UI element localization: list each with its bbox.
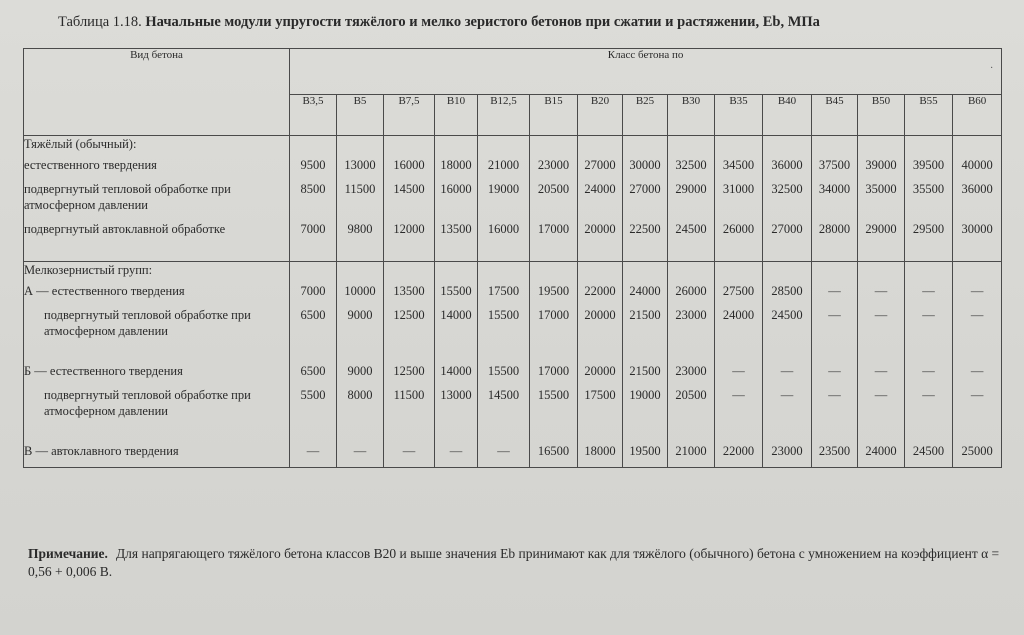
table-value: 34000 bbox=[818, 182, 851, 196]
table-value: 24500 bbox=[912, 444, 945, 458]
group-spacer bbox=[530, 136, 577, 157]
table-value: 13000 bbox=[440, 388, 472, 402]
table-value: 24000 bbox=[629, 284, 661, 298]
elastic-modulus-table bbox=[23, 48, 1002, 468]
table-value: 24000 bbox=[584, 182, 616, 196]
table-value: 35500 bbox=[912, 182, 945, 196]
table-value: 20500 bbox=[675, 388, 707, 402]
class-header-cell: B5 bbox=[337, 94, 384, 135]
group-spacer bbox=[905, 262, 952, 283]
table-value: 21500 bbox=[629, 308, 661, 322]
group-spacer bbox=[905, 136, 952, 157]
table-value: 28500 bbox=[771, 284, 803, 298]
value-column-cell bbox=[668, 136, 715, 262]
table-value: 18000 bbox=[584, 444, 616, 458]
group-spacer bbox=[763, 136, 811, 157]
value-column-cell bbox=[478, 136, 530, 262]
value-column-cell bbox=[337, 262, 384, 468]
row-label: подвергнутый тепловой обработке при атмосферном давлении bbox=[44, 308, 251, 338]
table-value: 26000 bbox=[722, 222, 755, 236]
caption-label: Таблица 1.18. bbox=[58, 14, 142, 30]
table-value: 22000 bbox=[584, 284, 616, 298]
class-header-cell: B45 bbox=[812, 94, 858, 135]
table-note bbox=[28, 545, 1008, 581]
table-value: 5500 bbox=[300, 388, 326, 402]
table-value: 11500 bbox=[393, 388, 425, 402]
table-value: 17000 bbox=[537, 364, 570, 378]
value-column-cell bbox=[290, 136, 337, 262]
value-column-cell bbox=[858, 262, 905, 468]
group-spacer bbox=[715, 136, 762, 157]
value-column-cell bbox=[668, 262, 715, 468]
group-spacer bbox=[953, 262, 1001, 283]
value-column-cell bbox=[435, 136, 478, 262]
table-value: 8500 bbox=[300, 182, 326, 196]
table-value: 21000 bbox=[675, 444, 707, 458]
group-spacer bbox=[337, 262, 383, 283]
table-value: — bbox=[970, 388, 984, 402]
table-value: 12500 bbox=[393, 308, 425, 322]
group-spacer bbox=[384, 262, 434, 283]
table-value: 23000 bbox=[675, 364, 707, 378]
table-value: — bbox=[922, 284, 935, 298]
table-value: 23000 bbox=[675, 308, 707, 322]
table-value: 24500 bbox=[675, 222, 707, 236]
group-spacer bbox=[623, 136, 667, 157]
table-value: 7000 bbox=[300, 284, 326, 298]
table-value: 20000 bbox=[584, 308, 616, 322]
group-spacer bbox=[578, 136, 622, 157]
class-header-cell: B15 bbox=[530, 94, 578, 135]
table-value: — bbox=[353, 444, 367, 458]
table-value: 14500 bbox=[393, 182, 425, 196]
table-value: 30000 bbox=[961, 222, 993, 236]
row-label: подвергнутый автоклавной обработке bbox=[24, 222, 226, 236]
value-column-cell bbox=[905, 136, 953, 262]
caption-text: Начальные модули упругости тяжёлого и мелко зеристого бетонов при сжатии и растяжении, Eb, МПа bbox=[145, 14, 820, 30]
group-spacer bbox=[812, 136, 857, 157]
table-value: 12000 bbox=[393, 222, 425, 236]
table-value: 27500 bbox=[722, 284, 755, 298]
table-value: 17500 bbox=[584, 388, 616, 402]
table-value: 15500 bbox=[537, 388, 570, 402]
table-caption bbox=[58, 14, 998, 31]
class-header-cell: B50 bbox=[858, 94, 905, 135]
table-value: 22500 bbox=[629, 222, 661, 236]
table-value: 29000 bbox=[865, 222, 897, 236]
table-value: 12500 bbox=[393, 364, 425, 378]
table-value: — bbox=[874, 364, 888, 378]
table-value: — bbox=[780, 388, 794, 402]
table-value: 15500 bbox=[487, 308, 520, 322]
table-value: 35000 bbox=[865, 182, 897, 196]
group-spacer bbox=[530, 262, 577, 283]
table-value: 39500 bbox=[912, 158, 945, 172]
table-value: 21500 bbox=[629, 364, 661, 378]
value-column-cell bbox=[530, 136, 578, 262]
table-value: 29000 bbox=[675, 182, 707, 196]
value-column-cell bbox=[578, 262, 623, 468]
group-spacer bbox=[290, 136, 336, 157]
table-value: 17000 bbox=[537, 308, 570, 322]
table-value: 20000 bbox=[584, 364, 616, 378]
table-value: — bbox=[828, 388, 841, 402]
value-column-cell bbox=[530, 262, 578, 468]
value-column-cell bbox=[623, 262, 668, 468]
group-spacer bbox=[668, 262, 714, 283]
table-value: 36000 bbox=[961, 182, 993, 196]
table-value: 13000 bbox=[344, 158, 376, 172]
value-column-cell bbox=[384, 136, 435, 262]
table-value: 15500 bbox=[487, 364, 520, 378]
row-label: подвергнутый тепловой обработке при атмосферном давлении bbox=[44, 388, 251, 418]
table-value: 28000 bbox=[818, 222, 851, 236]
class-header-cell: B20 bbox=[578, 94, 623, 135]
table-value: 13500 bbox=[440, 222, 472, 236]
class-header-cell: B30 bbox=[668, 94, 715, 135]
value-column-cell bbox=[763, 136, 812, 262]
table-value: 13500 bbox=[393, 284, 425, 298]
value-column-cell bbox=[478, 262, 530, 468]
value-column-cell bbox=[953, 262, 1002, 468]
group-spacer bbox=[478, 136, 529, 157]
table-value: 23500 bbox=[818, 444, 851, 458]
table-value: — bbox=[306, 444, 320, 458]
table-value: — bbox=[732, 388, 745, 402]
table-value: 19000 bbox=[487, 182, 520, 196]
group-fine-grained-concrete bbox=[24, 262, 1002, 468]
value-column-cell bbox=[337, 136, 384, 262]
table-value: 19500 bbox=[629, 444, 661, 458]
group-spacer bbox=[623, 262, 667, 283]
table-value: — bbox=[874, 308, 888, 322]
row-label: А — естественного твердения bbox=[24, 284, 185, 298]
table-value: 37500 bbox=[818, 158, 851, 172]
group-spacer bbox=[435, 136, 477, 157]
table-value: 11500 bbox=[344, 182, 376, 196]
table-value: 24000 bbox=[865, 444, 897, 458]
value-column-cell bbox=[763, 262, 812, 468]
table-value: 29500 bbox=[912, 222, 945, 236]
table-value: — bbox=[828, 364, 841, 378]
class-header-cell: B40 bbox=[763, 94, 812, 135]
group-spacer bbox=[715, 262, 762, 283]
table-value: 27000 bbox=[629, 182, 661, 196]
table-value: 23000 bbox=[537, 158, 570, 172]
table-value: — bbox=[970, 364, 984, 378]
group-spacer bbox=[478, 262, 529, 283]
value-column-cell bbox=[953, 136, 1002, 262]
row-label: Б — естественного твердения bbox=[24, 364, 183, 378]
value-column-cell bbox=[715, 262, 763, 468]
table-value: 22000 bbox=[722, 444, 755, 458]
group-heading: Тяжёлый (обычный): bbox=[24, 137, 137, 151]
value-column-cell bbox=[578, 136, 623, 262]
table-value: 14500 bbox=[487, 388, 520, 402]
group-spacer bbox=[953, 136, 1001, 157]
table-value: 32500 bbox=[675, 158, 707, 172]
table-value: — bbox=[449, 444, 463, 458]
value-column-cell bbox=[384, 262, 435, 468]
value-column-cell bbox=[858, 136, 905, 262]
table-value: 24000 bbox=[722, 308, 755, 322]
margin-mark: · bbox=[990, 63, 994, 74]
group-spacer bbox=[763, 262, 811, 283]
table-value: 9500 bbox=[300, 158, 326, 172]
table-value: 10000 bbox=[344, 284, 376, 298]
table-value: 14000 bbox=[440, 308, 472, 322]
table-value: — bbox=[497, 444, 510, 458]
table-value: 9000 bbox=[347, 364, 373, 378]
table-value: 9000 bbox=[347, 308, 373, 322]
table-value: 16000 bbox=[487, 222, 520, 236]
table-value: 26000 bbox=[675, 284, 707, 298]
table-value: 19000 bbox=[629, 388, 661, 402]
group-spacer bbox=[858, 262, 904, 283]
value-column-cell bbox=[812, 262, 858, 468]
table-value: 36000 bbox=[771, 158, 803, 172]
row-label: В — автоклавного твердения bbox=[24, 444, 179, 458]
class-header-cell: B12,5 bbox=[478, 94, 530, 135]
class-header-cell: B60 bbox=[953, 94, 1002, 135]
table-value: 14000 bbox=[440, 364, 472, 378]
class-header-cell: B10 bbox=[435, 94, 478, 135]
table-value: 6500 bbox=[300, 364, 326, 378]
table-value: 16000 bbox=[393, 158, 425, 172]
class-header-cell: B55 bbox=[905, 94, 953, 135]
group-spacer bbox=[858, 136, 904, 157]
table-value: 34500 bbox=[722, 158, 755, 172]
table-value: 23000 bbox=[771, 444, 803, 458]
table-value: 6500 bbox=[300, 308, 326, 322]
table-value: 19500 bbox=[537, 284, 570, 298]
table-value: — bbox=[922, 308, 935, 322]
group-spacer bbox=[290, 262, 336, 283]
group-spacer bbox=[337, 136, 383, 157]
value-column-cell bbox=[623, 136, 668, 262]
group-heavy-concrete bbox=[24, 136, 1002, 262]
table-value: 17500 bbox=[487, 284, 520, 298]
group-header-concrete-class: Класс бетона по bbox=[290, 49, 1002, 95]
group-spacer bbox=[435, 262, 477, 283]
value-column-cell bbox=[905, 262, 953, 468]
value-column-cell bbox=[715, 136, 763, 262]
table-value: 16500 bbox=[537, 444, 570, 458]
table-value: 18000 bbox=[440, 158, 472, 172]
value-column-cell bbox=[435, 262, 478, 468]
row-labels-cell bbox=[24, 262, 290, 468]
table-value: 25000 bbox=[961, 444, 993, 458]
row-header-concrete-type: Вид бетона bbox=[24, 49, 290, 136]
value-column-cell bbox=[290, 262, 337, 468]
table-value: — bbox=[970, 308, 984, 322]
table-value: — bbox=[828, 284, 841, 298]
table-value: 16000 bbox=[440, 182, 472, 196]
table-value: — bbox=[922, 388, 935, 402]
table-value: — bbox=[874, 284, 888, 298]
row-labels-cell bbox=[24, 136, 290, 262]
table-value: 21000 bbox=[487, 158, 520, 172]
table-value: 24500 bbox=[771, 308, 803, 322]
row-label: подвергнутый тепловой обработке при атмосферном давлении bbox=[24, 182, 231, 212]
class-header-cell: B35 bbox=[715, 94, 763, 135]
table-value: — bbox=[828, 308, 841, 322]
class-header-cell: B25 bbox=[623, 94, 668, 135]
group-spacer bbox=[384, 136, 434, 157]
table-value: — bbox=[780, 364, 794, 378]
class-header-cell: B3,5 bbox=[290, 94, 337, 135]
table-value: 9800 bbox=[347, 222, 373, 236]
table-value: — bbox=[874, 388, 888, 402]
value-column-cell bbox=[812, 136, 858, 262]
group-spacer bbox=[812, 262, 857, 283]
row-label: естественного твердения bbox=[24, 158, 157, 172]
class-header-cell: B7,5 bbox=[384, 94, 435, 135]
table-value: 40000 bbox=[961, 158, 993, 172]
group-spacer bbox=[578, 262, 622, 283]
group-spacer bbox=[668, 136, 714, 157]
table-value: 7000 bbox=[300, 222, 326, 236]
table-value: 20000 bbox=[584, 222, 616, 236]
table-value: 17000 bbox=[537, 222, 570, 236]
table-value: 39000 bbox=[865, 158, 897, 172]
table-value: — bbox=[922, 364, 935, 378]
table-value: 31000 bbox=[722, 182, 755, 196]
table-value: 30000 bbox=[629, 158, 661, 172]
table-value: — bbox=[970, 284, 984, 298]
table-value: 27000 bbox=[771, 222, 803, 236]
table-value: 32500 bbox=[771, 182, 803, 196]
table-value: 15500 bbox=[440, 284, 472, 298]
table-value: — bbox=[402, 444, 416, 458]
note-label: Примечание. bbox=[28, 546, 108, 561]
table-value: 8000 bbox=[347, 388, 373, 402]
table-value: 20500 bbox=[537, 182, 570, 196]
table-value: 27000 bbox=[584, 158, 616, 172]
note-text: Для напрягающего тяжёлого бетона классов B20 и выше значения Eb принимают как для тяжёлого (обычного) бетона с умножением на коэффициент α = 0,56 + 0,006 B. bbox=[28, 546, 1000, 579]
table-value: — bbox=[732, 364, 745, 378]
group-heading: Мелкозернистый групп: bbox=[24, 263, 153, 277]
